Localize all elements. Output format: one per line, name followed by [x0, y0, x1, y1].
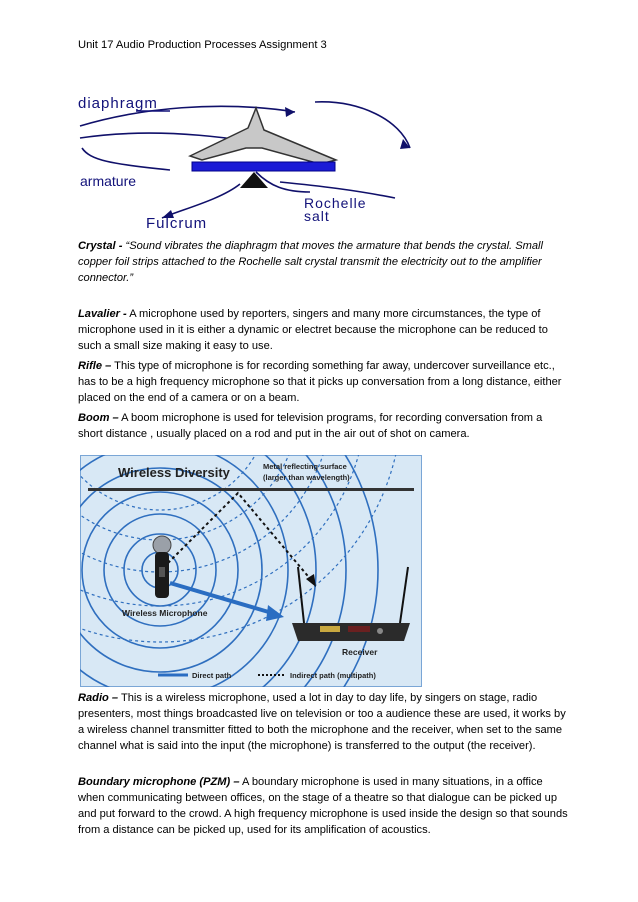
surface-label-line2: (larger than wavelength)	[263, 473, 350, 482]
crystal-microphone-diagram	[70, 90, 420, 230]
legend-indirect: Indirect path (multipath)	[290, 671, 376, 680]
mic-label: Wireless Microphone	[122, 608, 208, 618]
legend-direct: Direct path	[192, 671, 232, 680]
text-rifle: This type of microphone is for recording something far away, undercover surveillance etc., has to be a high frequency microphone so that it picks up conversation from a long distance, either placed on the end of a camera or on a beam.	[78, 360, 562, 404]
page-header: Unit 17 Audio Production Processes Assignment 3	[78, 39, 327, 51]
wireless-diversity-diagram	[80, 455, 422, 687]
term-crystal: Crystal -	[78, 240, 123, 252]
label-salt: salt	[304, 208, 330, 224]
diagram-title: Wireless Diversity	[118, 465, 230, 480]
paragraph-lavalier	[78, 306, 568, 354]
paragraph-boundary	[78, 774, 568, 838]
term-lavalier: Lavalier -	[78, 308, 127, 320]
text-boom: A boom microphone is used for television programs, for recording conversation from a short distance , usually placed on a rod and put in the air out of shot on camera.	[78, 412, 543, 440]
paragraph-rifle	[78, 358, 568, 406]
surface-label-line1: Metal reflecting surface	[263, 462, 347, 471]
paragraph-boom	[78, 410, 568, 442]
paragraph-crystal	[78, 238, 568, 286]
term-boom: Boom –	[78, 412, 119, 424]
label-rochelle: Rochelle	[304, 195, 367, 211]
quote-crystal: “Sound vibrates the diaphragm that moves the armature that bends the crystal. Small copper foil strips attached to the Rochelle salt crystal transmit the electricity out to the amplifier connector.”	[78, 240, 543, 284]
term-radio: Radio –	[78, 692, 119, 704]
text-boundary: A boundary microphone is used in many situations, in a office when communicating between offices, on the stage of a theatre so that dialogue can be picked up and put forward to the crowd. A high frequency microphone is used inside the design so that sounds from a distance can be picked up, used for its amplification of acoustics.	[78, 776, 568, 836]
label-fulcrum: Fulcrum	[146, 215, 208, 230]
label-diaphragm: diaphragm	[78, 95, 158, 112]
paragraph-radio	[78, 690, 568, 754]
term-boundary: Boundary microphone (PZM) –	[78, 776, 240, 788]
text-lavalier: A microphone used by reporters, singers and many more circumstances, the type of microphone used in it is either a dynamic or electret because the microphone can be reduced to such a small size making it easy to use.	[78, 308, 548, 352]
term-rifle: Rifle –	[78, 360, 112, 372]
text-radio: This is a wireless microphone, used a lot in day to day life, by singers on stage, radio presenters, most things broadcasted live on television or too a audience these are used, it works by a wireless channel transmitter fitted to both the microphone and the receiver, when set to the same channel what is said into the input (the microphone) is transferred to the output (the receiver).	[78, 692, 566, 752]
label-armature: armature	[80, 173, 137, 189]
microphone-icon	[153, 536, 171, 598]
receiver-label: Receiver	[342, 647, 378, 657]
